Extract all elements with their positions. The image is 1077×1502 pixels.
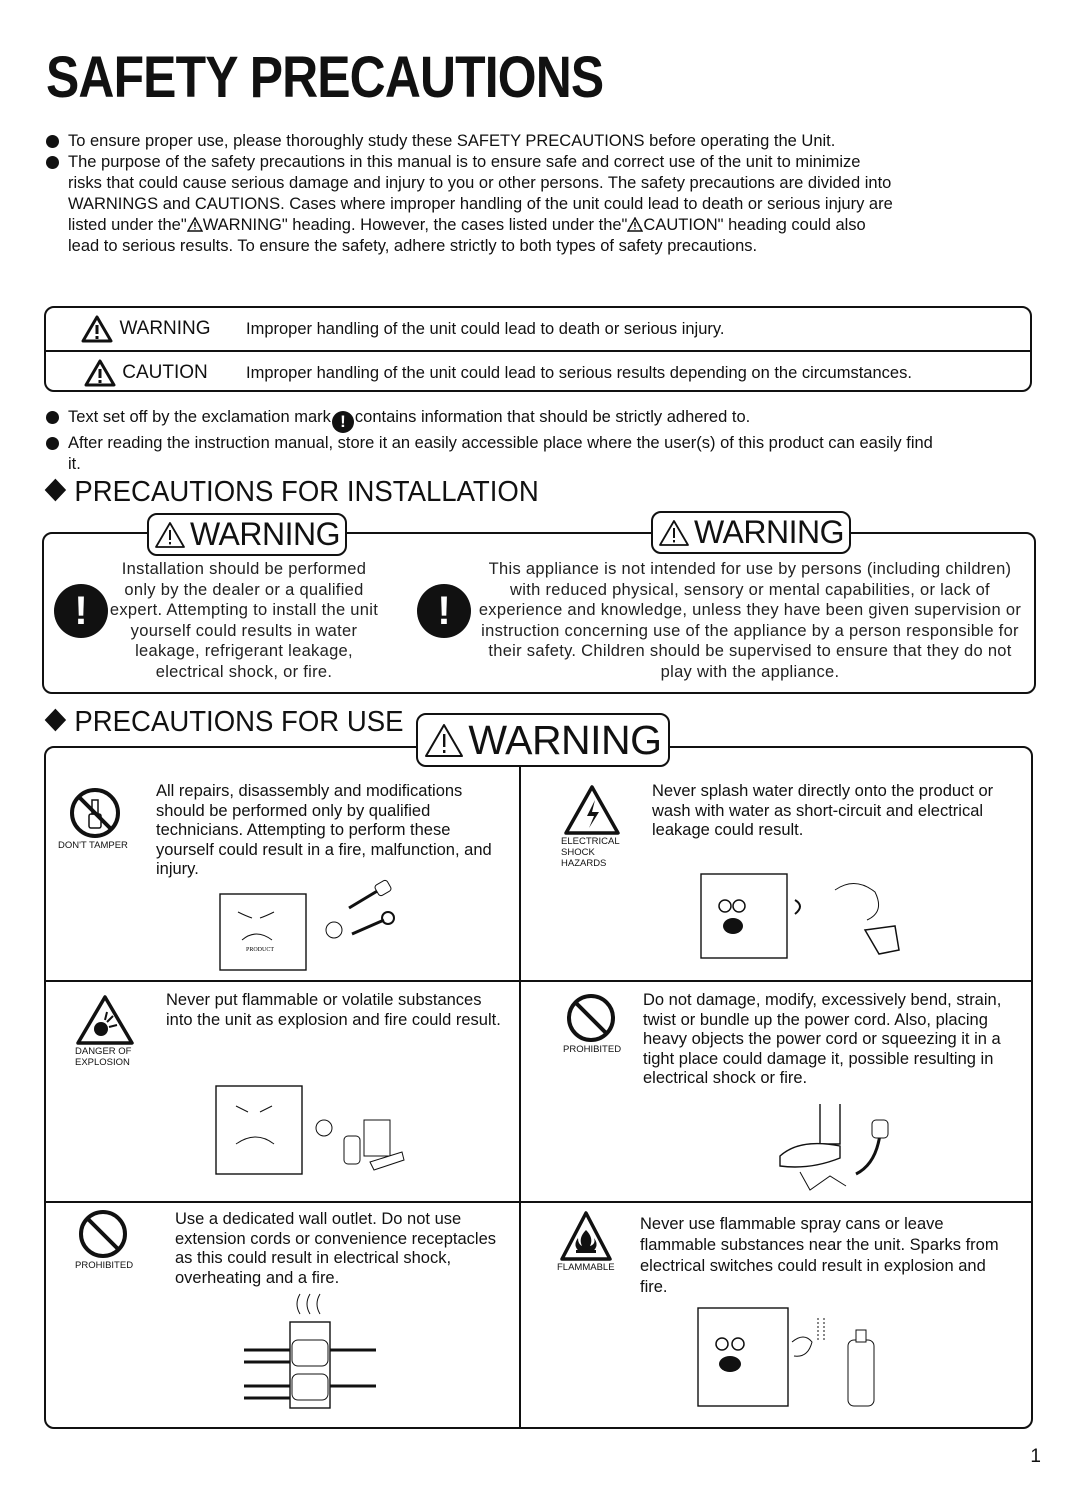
product-tools-illustration <box>214 878 404 973</box>
intro-bullets <box>46 131 896 257</box>
installation-left-text: Installation should be performed only by the dealer or a qualified expert. Attempting to install the unit yourself could results in water leakage, refrigerant leakage, electrical shock, or fire. <box>109 560 379 681</box>
cell-text-spray-cans: Never use flammable spray cans or leave flammable substances near the unit. Sparks from electrical switches could result in explosion and fire. <box>640 1215 999 1296</box>
warning-triangle-icon <box>154 521 186 549</box>
cell-text-tamper: All repairs, disassembly and modifications should be performed only by qualified technicians. Attempting to perform these yourself could result in a fire, malfunction, and injury. <box>156 782 492 878</box>
bullet-dot <box>46 411 59 424</box>
legend-caution-label: CAUTION <box>122 362 208 383</box>
prohibited-icon <box>565 992 617 1044</box>
warning-triangle-icon <box>187 217 203 232</box>
note-exclamation: Text set off by the exclamation mark ! contains information that should be strictly adhered to. <box>46 407 946 433</box>
legend-caution-row <box>46 352 1030 394</box>
electrical-shock-icon <box>563 784 621 836</box>
cell-text-flammable-substances: Never put flammable or volatile substances into the unit as explosion and fire could result. <box>166 991 501 1029</box>
prohibited-icon <box>77 1208 129 1260</box>
flammable-icon <box>559 1210 613 1262</box>
flammable-substances-illustration <box>212 1084 412 1179</box>
legend-warning-row <box>46 308 1030 352</box>
exclamation-icon: ! <box>417 584 471 638</box>
bullet-dot <box>46 156 59 169</box>
product-label: PRODUCT <box>246 947 275 953</box>
installation-right-text: This appliance is not intended for use by persons (including children) with reduced physical, sensory or mental capabilities, or lack of experience and knowledge, unless they have been given supervision or instruction concerning use of the appliance by a person responsible for their safety. Children should be supervised to ensure that they do not play with the appliance. <box>478 560 1022 681</box>
diamond-icon <box>45 709 66 732</box>
water-splash-illustration <box>695 870 915 965</box>
installation-warning-tag-left: WARNING <box>147 513 347 556</box>
note-store-manual: After reading the instruction manual, store it an easily accessible place where the user(s) of this product can easily find it. <box>46 433 946 475</box>
installation-heading: PRECAUTIONS FOR INSTALLATION <box>44 476 539 509</box>
overloaded-outlet-illustration <box>240 1290 380 1420</box>
grid-divider <box>44 1201 1033 1203</box>
symbol-flammable: FLAMMABLE <box>557 1210 615 1273</box>
spray-can-illustration <box>694 1304 894 1409</box>
notes <box>46 407 946 475</box>
cell-text-water: Never splash water directly onto the product or wash with water as short-circuit and electrical leakage could result. <box>652 782 994 839</box>
symbol-prohibited-cord: PROHIBITED <box>563 992 621 1055</box>
symbol-dont-tamper: DON'T TAMPER <box>58 786 128 851</box>
explosion-icon <box>75 994 135 1046</box>
intro-bullet-2: The purpose of the safety precautions in this manual is to ensure safe and correct use of the unit to minimize risks that could cause serious damage and injury to you or other persons. The safety precautions are divided into WARNINGS and CAUTIONS. Cases where improper handling of the unit could lead to death or serious injury are listed under the" WARNING" heading. However, the cases listed under the" CAUTION" heading could also lead to serious results. To ensure the safety, adhere strictly to both types of safety precautions. <box>46 152 896 257</box>
symbol-prohibited-outlet: PROHIBITED <box>75 1208 133 1271</box>
warning-triangle-icon <box>627 217 643 232</box>
no-tamper-icon <box>68 786 122 840</box>
bullet-dot <box>46 437 59 450</box>
cord-step-illustration <box>760 1100 900 1192</box>
warning-triangle-icon <box>84 359 116 387</box>
warning-triangle-icon <box>658 519 690 547</box>
symbol-electrical-shock: ELECTRICAL SHOCK HAZARDS <box>561 784 641 869</box>
page-number: 1 <box>1030 1446 1041 1467</box>
diamond-icon <box>45 479 66 502</box>
intro-bullet-1: To ensure proper use, please thoroughly study these SAFETY PRECAUTIONS before operating the Unit. <box>46 131 896 152</box>
cell-text-wall-outlet: Use a dedicated wall outlet. Do not use extension cords or convenience receptacles as this could result in electrical shock, overheating and a fire. <box>175 1210 497 1287</box>
bullet-dot <box>46 135 59 148</box>
exclamation-icon: ! <box>54 584 108 638</box>
grid-divider <box>519 762 521 1428</box>
symbol-explosion: DANGER OF EXPLOSION <box>75 994 145 1068</box>
cell-text-power-cord: Do not damage, modify, excessively bend, strain, twist or bundle up the power cord. Also, placing heavy objects the power cord or squeezing it in a tight place could damage it, possible resulting in electrical shock or fire. <box>643 991 1002 1087</box>
legend-caution-text: Improper handling of the unit could lead to serious results depending on the circumstances. <box>246 363 912 382</box>
warning-triangle-icon <box>81 315 113 343</box>
use-heading: PRECAUTIONS FOR USE <box>44 706 404 739</box>
legend-warning-label: WARNING <box>119 318 211 339</box>
installation-warning-tag-right: WARNING <box>651 511 851 554</box>
use-warning-tag: WARNING <box>416 713 670 767</box>
warning-triangle-icon <box>424 723 464 758</box>
grid-divider <box>44 980 1033 982</box>
page-title: SAFETY PRECAUTIONS <box>46 45 604 110</box>
warning-caution-legend <box>44 306 1032 392</box>
exclamation-icon: ! <box>332 411 354 433</box>
legend-warning-text: Improper handling of the unit could lead to death or serious injury. <box>246 319 725 338</box>
